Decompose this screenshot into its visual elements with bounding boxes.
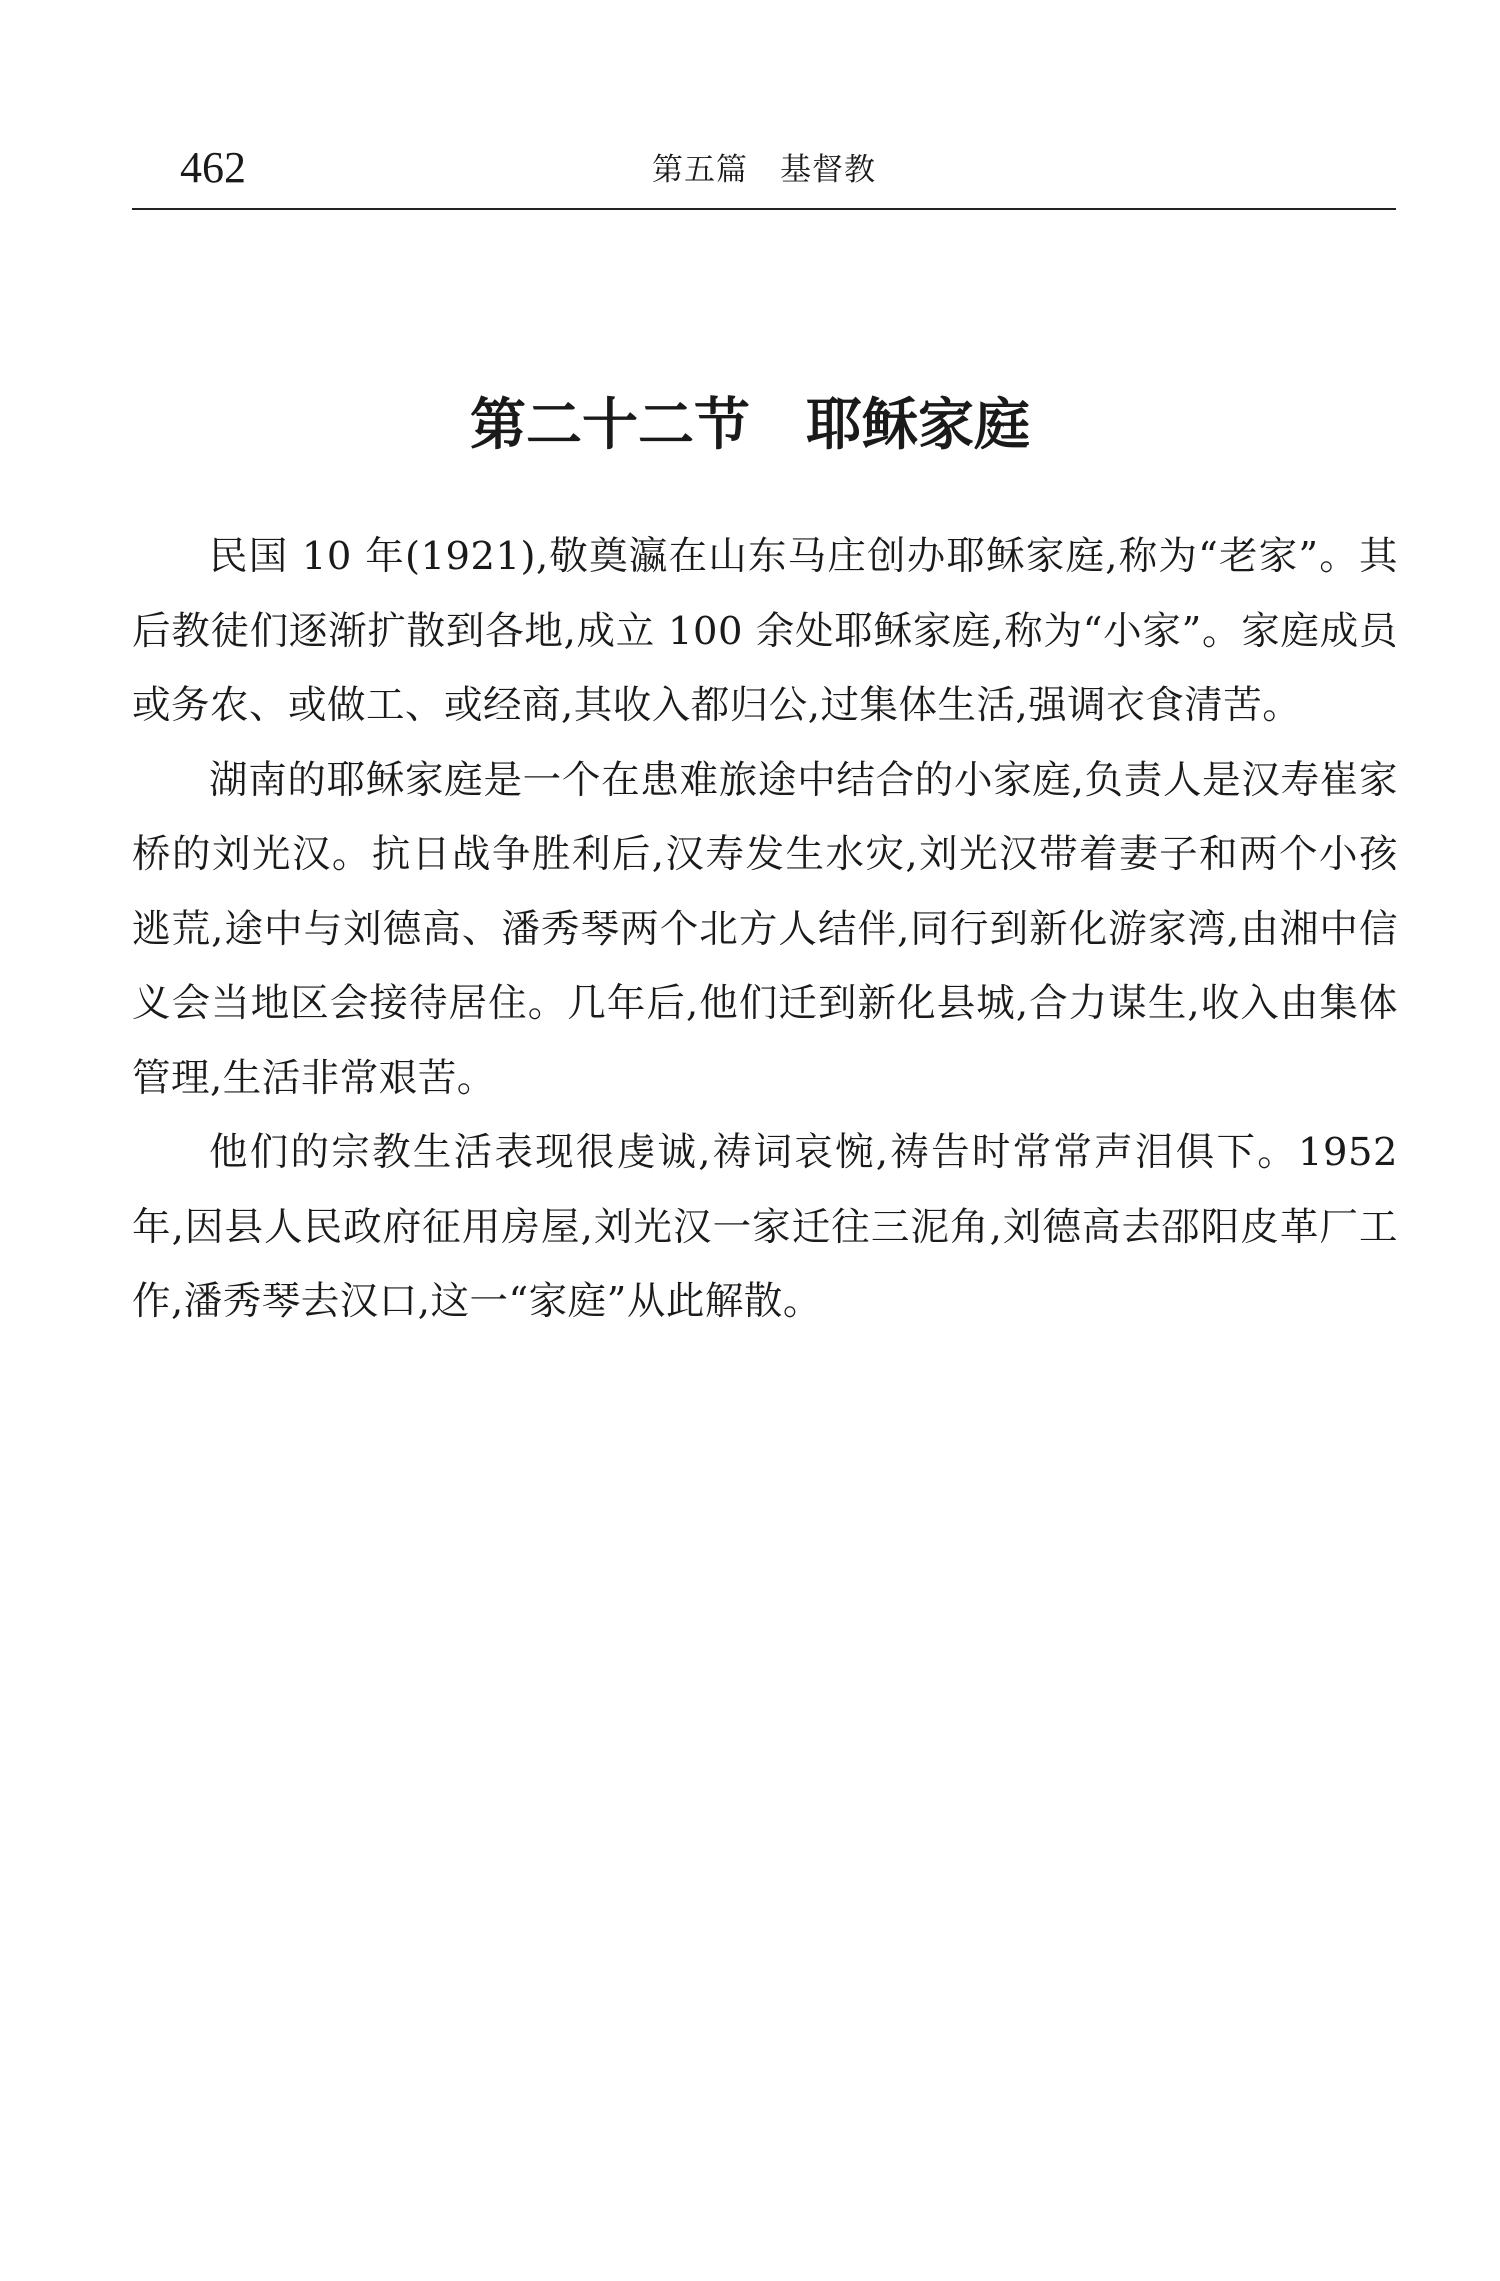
running-title: 第五篇 基督教 — [652, 152, 876, 188]
paragraph-2: 湖南的耶稣家庭是一个在患难旅途中结合的小家庭,负责人是汉寿崔家桥的刘光汉。抗日战争胜利后,汉寿发生水灾,刘光汉带着妻子和两个小孩逃荒,途中与刘德高、潘秀琴两个北方人结伴,同行到新化游家湾,由湘中信义会当地区会接待居住。几年后,他们迁到新化县城,合力谋生,收入由集体管理,生活非常艰苦。 — [132, 757, 1398, 1101]
header-rule — [132, 208, 1396, 210]
paragraph-1: 民国 10 年(1921),敬奠瀛在山东马庄创办耶稣家庭,称为“老家”。其后教徒们逐渐扩散到各地,成立 100 余处耶稣家庭,称为“小家”。家庭成员或务农、或做工、或经商,其收入都归公,过集体生活,强调衣食清苦。 — [132, 534, 1398, 728]
paragraph-3: 他们的宗教生活表现很虔诚,祷词哀惋,祷告时常常声泪俱下。1952 年,因县人民政府征用房屋,刘光汉一家迁往三泥角,刘德高去邵阳皮革厂工作,潘秀琴去汉口,这一“家庭”从此解散。 — [132, 1130, 1398, 1324]
running-header — [132, 142, 1396, 206]
section-heading — [0, 390, 1500, 460]
page-number: 462 — [180, 143, 246, 192]
section-number: 第二十二节 — [470, 391, 750, 458]
body-text — [132, 520, 1398, 1340]
section-title: 耶稣家庭 — [806, 391, 1030, 458]
